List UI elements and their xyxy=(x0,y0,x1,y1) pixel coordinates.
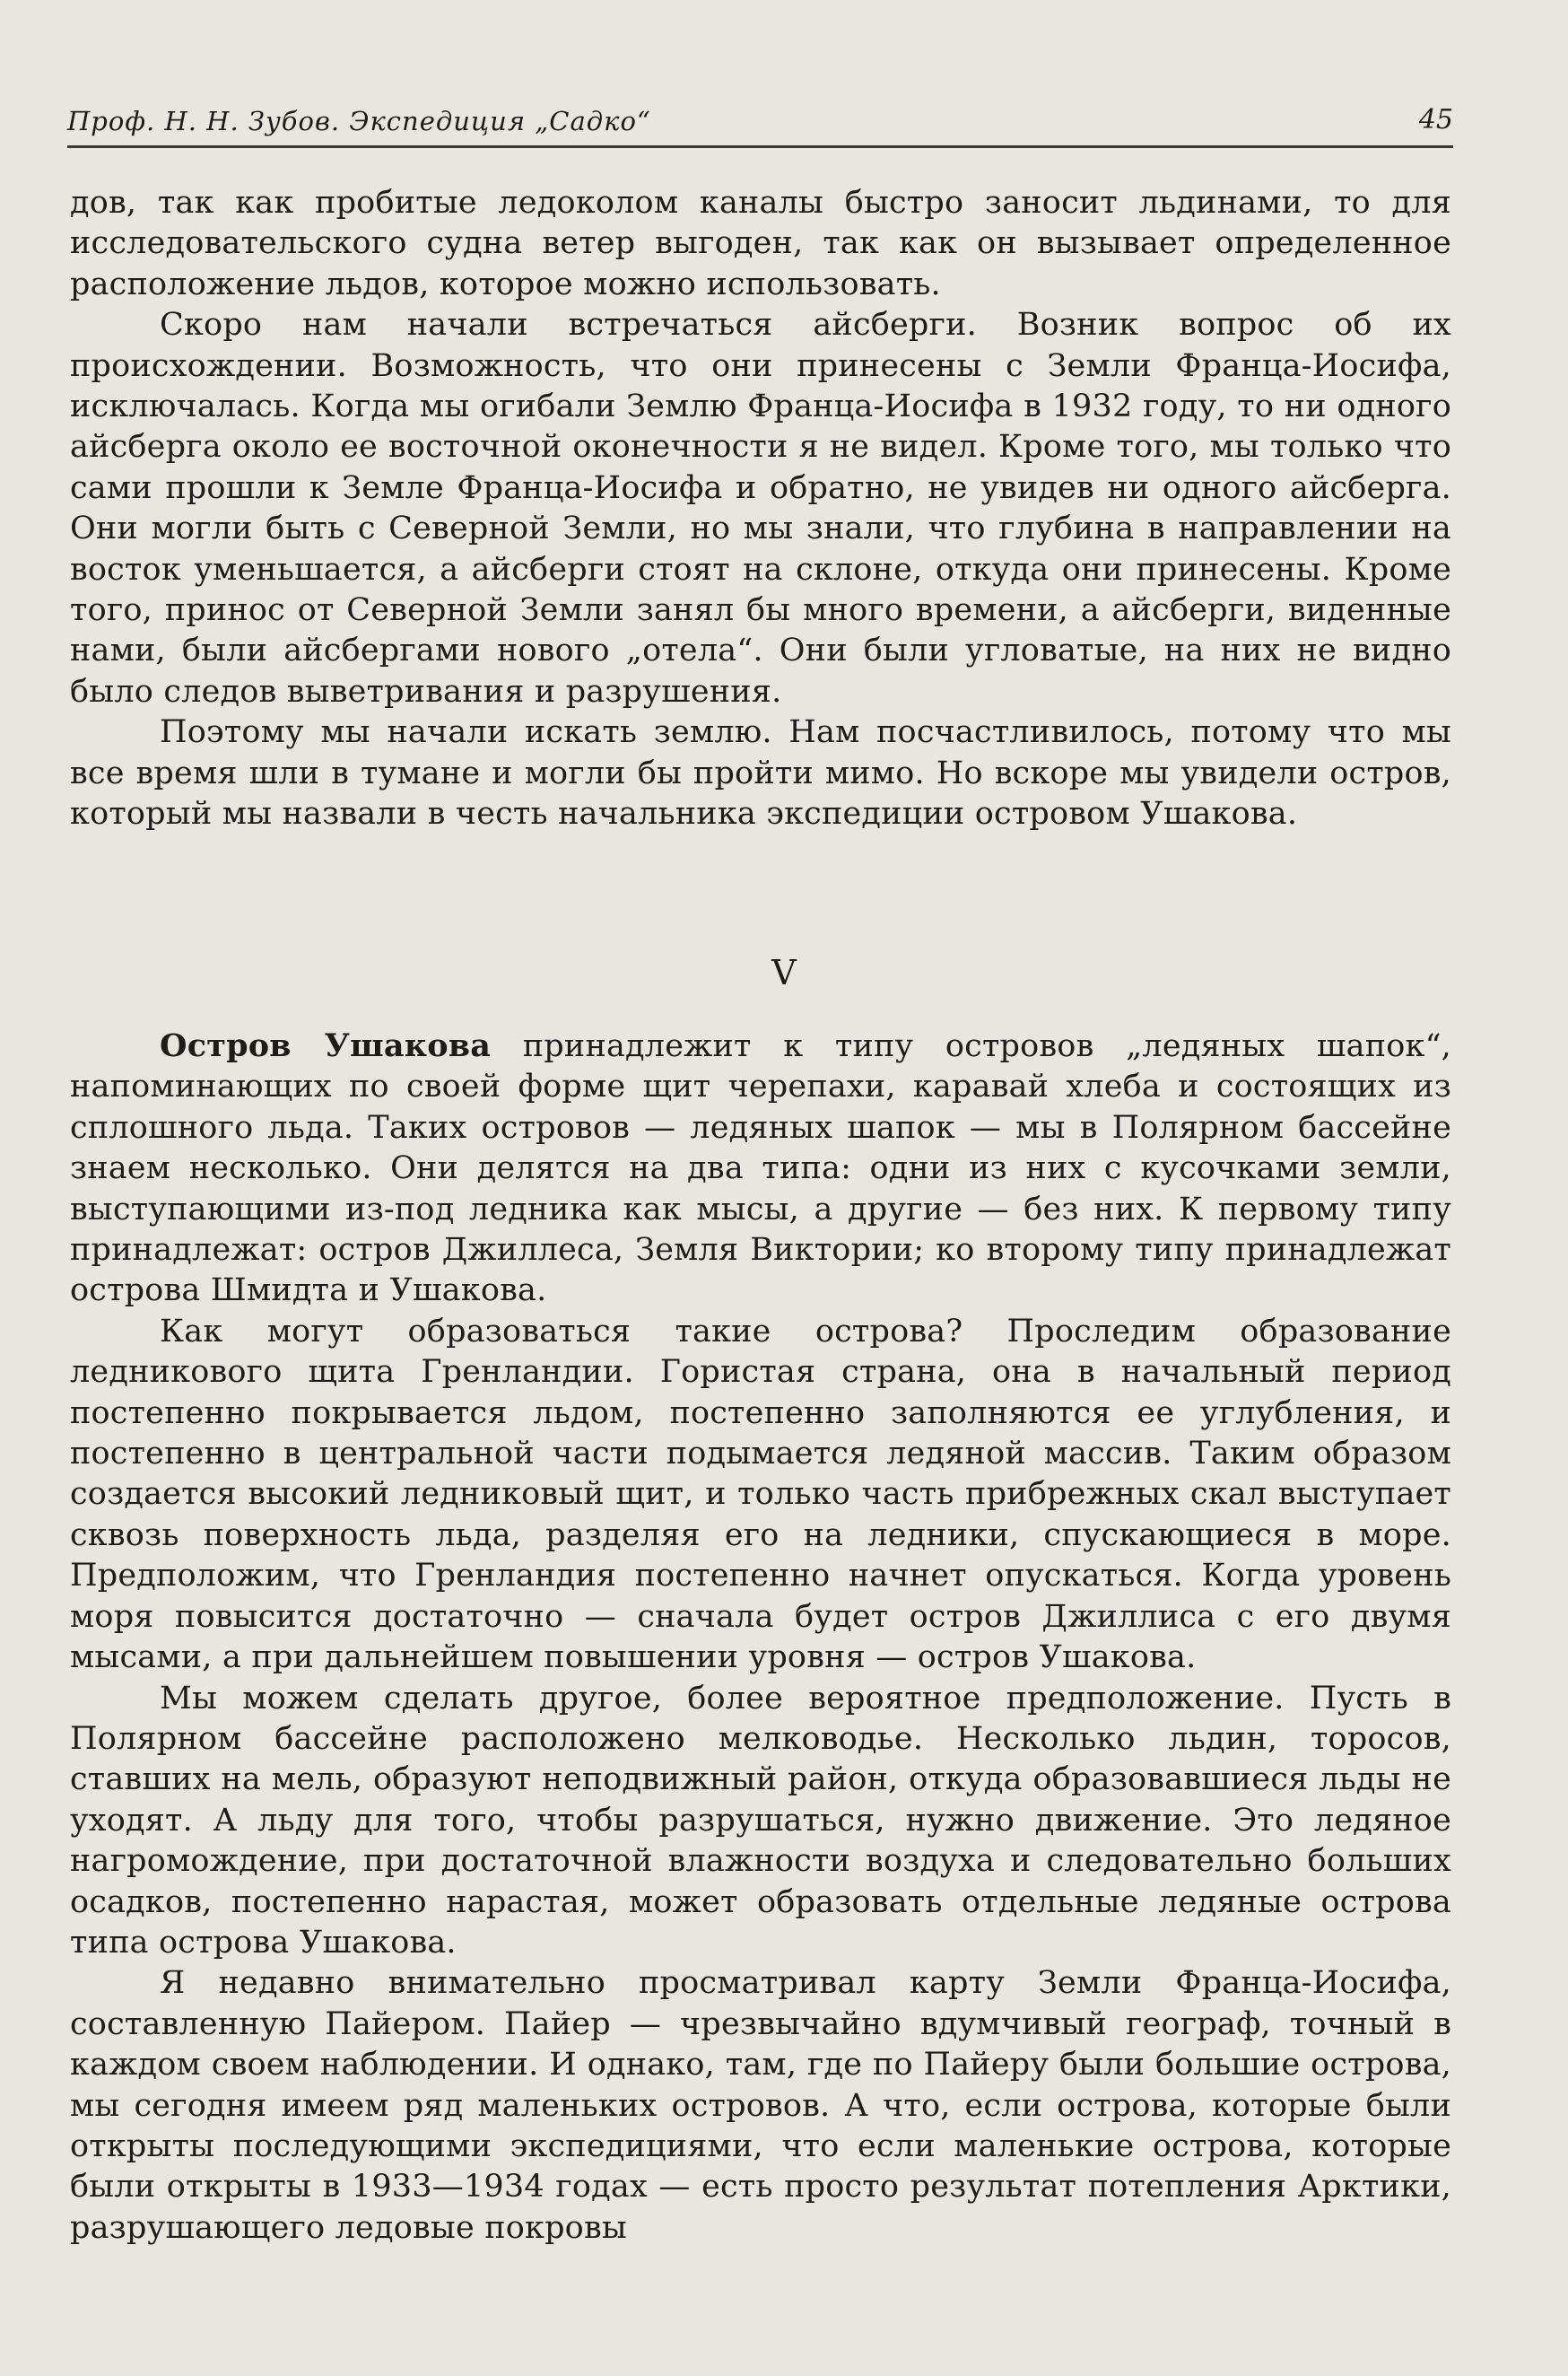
paragraph-ushakov-rest: принадлежит к типу островов „ледяных шапок“, напоминающих по своей форме щит черепахи, каравай хлеба и состоящих из сплошного льда. Таких островов — ледяных шапок — мы в Полярном бассейне знаем несколько. Они делятся на два типа: одни из них с кусочками земли, выступающими из-под ледника как мысы, а другие — без них. К первому типу принадлежат: остров Джиллеса, Земля Виктории; ко второму типу принадлежат острова Шмидта и Ушакова. xyxy=(70,1028,1451,1309)
paragraph-icebergs: Скоро нам начали встречаться айсберги. Возник вопрос об их происхождении. Возможность, что они принесены с Земли Франца-Иосифа, исключалась. Когда мы огибали Землю Франца-Иосифа в 1932 году, то ни одного айсберга около ее восточной оконечности я не видел. Кроме того, мы только что сами прошли к Земле Франца-Иосифа и обратно, не увидев ни одного айсберга. Они могли быть с Северной Земли, но мы знали, что глубина в направлении на восток уменьшается, а айсберги стоят на склоне, откуда они принесены. Кроме того, принос от Северной Земли занял бы много времени, а айсберги, виденные нами, были айсбергами нового „отела“. Они были угловатые, на них не видно было следов выветривания и разрушения. xyxy=(70,307,1451,710)
paragraph-continued: дов, так как пробитые ледоколом каналы быстро заносит льдинами, то для исследовательского судна ветер выгоден, так как он вызывает определенное расположение льдов, которое можно использовать. xyxy=(70,185,1451,302)
text-block-part2 xyxy=(70,1026,1451,2249)
paragraph-payer-map: Я недавно внимательно просматривал карту Земли Франца-Иосифа, составленную Пайером. Пайер — чрезвычайно вдумчивый географ, точный в каждом своем наблюдении. И однако, там, где по Пайеру были большие острова, мы сегодня имеем ряд маленьких островов. А что, если острова, которые были открыты последующими экспедициями, что если маленькие острова, которые были открыты в 1933—1934 годах — есть просто результат потепления Арктики, разрушающего ледовые покровы xyxy=(70,1965,1451,2246)
bold-lead-term: Остров Ушакова xyxy=(160,1027,492,1064)
running-header xyxy=(67,100,1453,148)
paragraph-shallows: Мы можем сделать другое, более вероятное предположение. Пусть в Полярном бассейне расположено мелководье. Несколько льдин, торосов, ставших на мель, образуют неподвижный район, откуда образовавшиеся льды не уходят. А льду для того, чтобы разрушаться, нужно движение. Это ледяное нагромождение, при достаточной влажности воздуха и следовательно больших осадков, постепенно нарастая, может образовать отдельные ледяные острова типа острова Ушакова. xyxy=(70,1680,1451,1961)
running-title: Проф. Н. Н. Зубов. Экспедиция „Садко“ xyxy=(67,106,651,136)
section-numeral: V xyxy=(771,953,797,992)
text-block-part1 xyxy=(70,183,1451,835)
paragraph-search-land: Поэтому мы начали искать землю. Нам посчастливилось, потому что мы все время шли в тумане и могли бы пройти мимо. Но вскоре мы увидели остров, который мы назвали в честь начальника экспедиции островом Ушакова. xyxy=(70,714,1451,833)
page-number: 45 xyxy=(1418,104,1453,135)
paragraph-greenland: Как могут образоваться такие острова? Проследим образование ледникового щита Гренландии. Гористая страна, она в начальный период постепенно покрывается льдом, постепенно заполняются ее углубления, и постепенно в центральной части подымается ледяной массив. Таким образом создается высокий ледниковый щит, и только часть прибрежных скал выступает сквозь поверхность льда, разделяя его на ледники, спускающиеся в море. Предположим, что Гренландия постепенно начнет опускаться. Когда уровень моря повысится достаточно — сначала будет остров Джиллиса с его двумя мысами, а при дальнейшем повышении уровня — остров Ушакова. xyxy=(70,1313,1451,1676)
paragraph-ushakov-island xyxy=(70,1026,1451,1312)
